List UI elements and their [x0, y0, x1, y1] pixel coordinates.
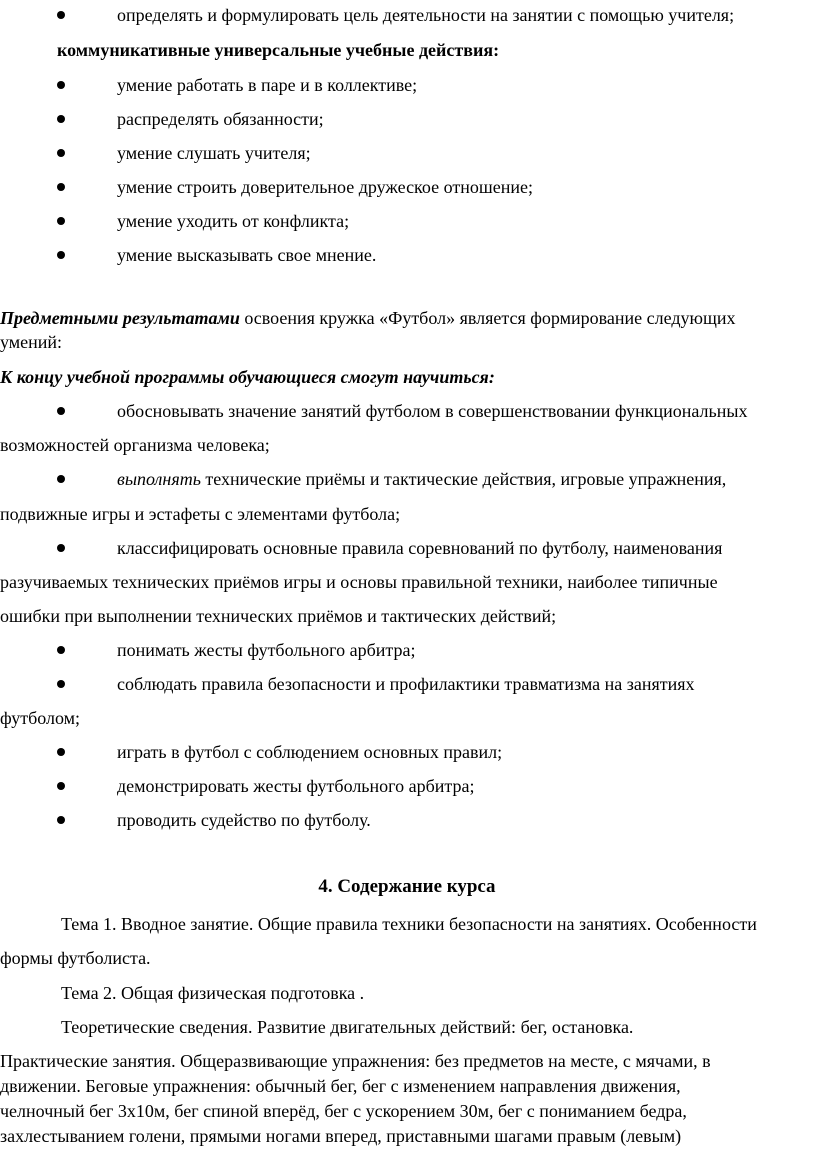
bullet-icon: [57, 748, 65, 756]
bullet-icon: [57, 816, 65, 824]
list-item: определять и формулировать цель деятельности на занятии с помощью учителя;: [117, 5, 735, 25]
bullet-icon: [57, 183, 65, 191]
bullet-icon: [57, 475, 65, 483]
list-item: играть в футбол с соблюдением основных правил;: [117, 742, 503, 762]
list-item: обосновывать значение занятий футболом в совершенствовании функциональных: [117, 401, 748, 421]
list-item-continuation: ошибки при выполнении технических приёмов и тактических действий;: [0, 606, 557, 626]
paragraph-line: Теоретические сведения. Развитие двигательных действий: бег, остановка.: [61, 1017, 634, 1037]
paragraph-line: Тема 1. Вводное занятие. Общие правила техники безопасности на занятиях. Особенности: [61, 914, 757, 934]
bullet-icon: [57, 407, 65, 415]
bullet-icon: [57, 680, 65, 688]
section-subheading: коммуникативные универсальные учебные действия:: [57, 40, 500, 60]
list-item: понимать жесты футбольного арбитра;: [117, 640, 416, 660]
paragraph-line: [0, 307, 735, 329]
list-item-continuation: подвижные игры и эстафеты с элементами футбола;: [0, 504, 401, 524]
emphasis-text: Предметными результатами: [0, 308, 240, 328]
bullet-icon: [57, 646, 65, 654]
list-item-continuation: разучиваемых технических приёмов игры и основы правильной техники, наиболее типичные: [0, 572, 718, 592]
section-subheading: К концу учебной программы обучающиеся смогут научиться:: [0, 367, 495, 387]
list-item: умение уходить от конфликта;: [117, 211, 350, 231]
bullet-icon: [57, 782, 65, 790]
list-item: классифицировать основные правила соревнований по футболу, наименования: [117, 538, 723, 558]
list-item: [117, 468, 726, 490]
bullet-icon: [57, 217, 65, 225]
paragraph-line: умений:: [0, 332, 63, 352]
bullet-icon: [57, 544, 65, 552]
paragraph-line: формы футболиста.: [0, 948, 151, 968]
list-item: проводить судейство по футболу.: [117, 810, 371, 830]
bullet-icon: [57, 149, 65, 157]
list-item: соблюдать правила безопасности и профилактики травматизма на занятиях: [117, 674, 695, 694]
list-item: демонстрировать жесты футбольного арбитра;: [117, 776, 475, 796]
bullet-icon: [57, 81, 65, 89]
paragraph-line: челночный бег 3х10м, бег спиной вперёд, бег с ускорением 30м, бег с пониманием бедра,: [0, 1101, 687, 1121]
paragraph-line: движении. Беговые упражнения: обычный бег, бег с изменением направления движения,: [0, 1076, 681, 1096]
list-item: умение работать в паре и в коллективе;: [117, 75, 418, 95]
list-item: умение высказывать свое мнение.: [117, 245, 377, 265]
emphasis-text: выполнять: [117, 469, 201, 489]
list-item-text: технические приёмы и тактические действия, игровые упражнения,: [200, 469, 727, 489]
bullet-icon: [57, 115, 65, 123]
paragraph-line: Практические занятия. Общеразвивающие упражнения: без предметов на месте, с мячами, в: [0, 1051, 711, 1071]
bullet-icon: [57, 11, 65, 19]
section-title: 4. Содержание курса: [318, 876, 496, 897]
paragraph-line: Тема 2. Общая физическая подготовка .: [61, 983, 365, 1003]
list-item-continuation: возможностей организма человека;: [0, 435, 270, 455]
bullet-icon: [57, 251, 65, 259]
list-item: распределять обязанности;: [117, 109, 324, 129]
paragraph-text: освоения кружка «Футбол» является формирование следующих: [239, 308, 736, 328]
list-item: умение строить доверительное дружеское отношение;: [117, 177, 533, 197]
paragraph-line: захлестыванием голени, прямыми ногами вперед, приставными шагами правым (левым): [0, 1126, 682, 1146]
list-item: умение слушать учителя;: [117, 143, 311, 163]
list-item-continuation: футболом;: [0, 708, 81, 728]
